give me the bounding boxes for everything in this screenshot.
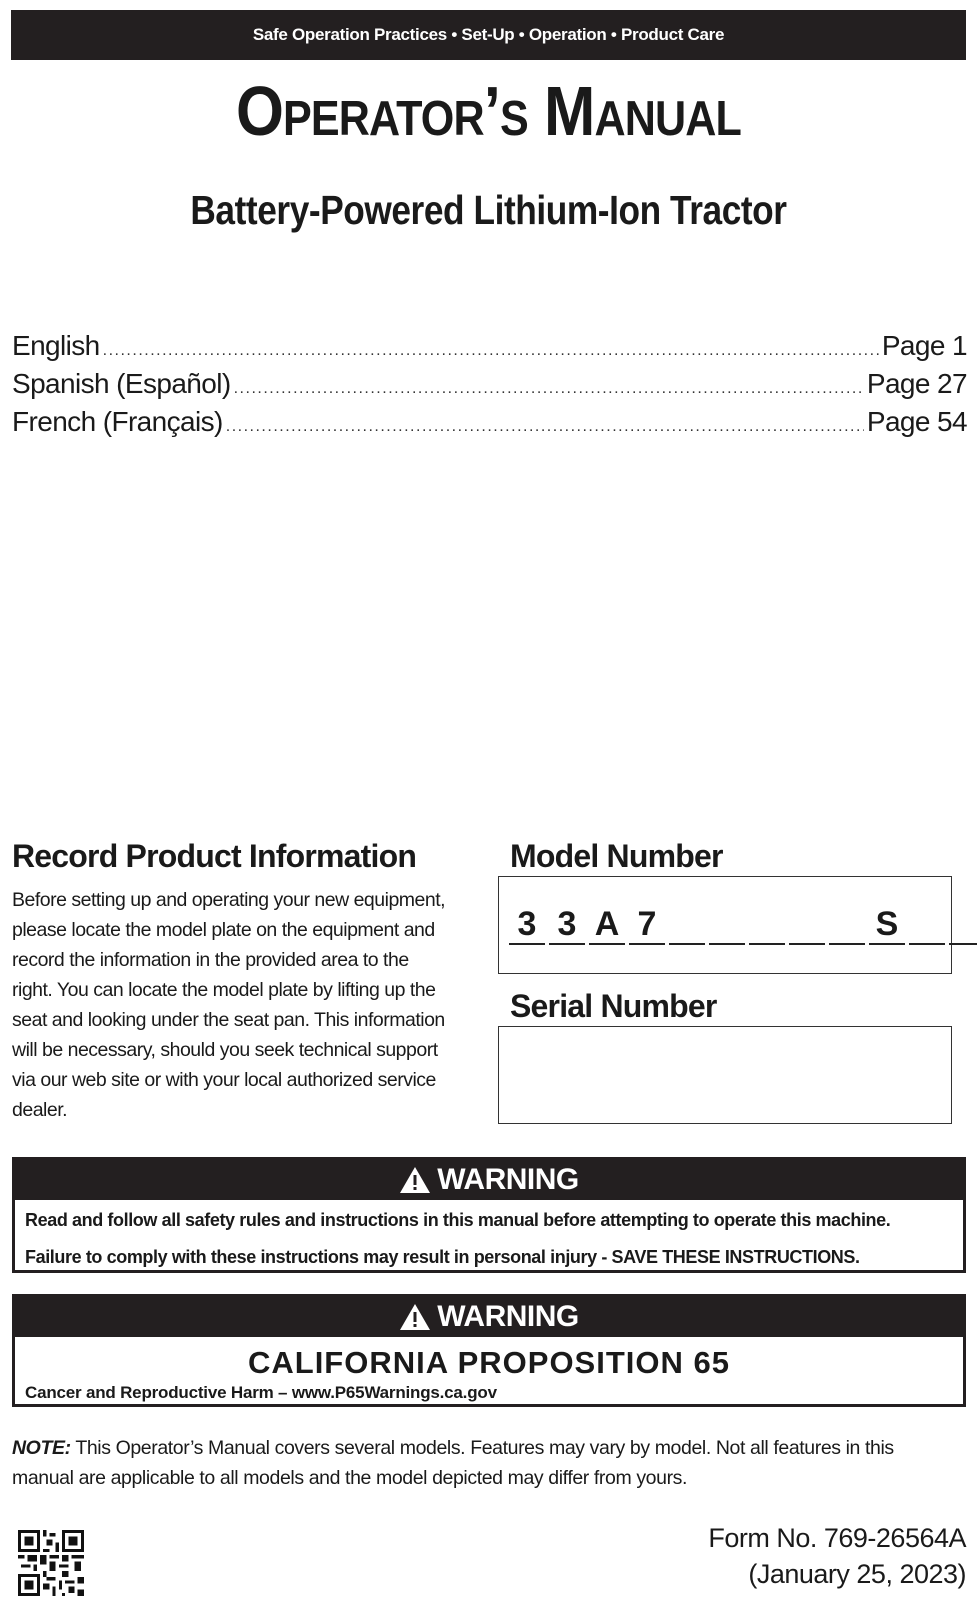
toc-row-english[interactable] xyxy=(12,330,967,368)
page-subtitle: Battery-Powered Lithium-Ion Tractor xyxy=(190,187,787,233)
serial-number-heading: Serial Number xyxy=(510,988,717,1024)
model-slot: A xyxy=(589,905,625,945)
note-text: This Operator’s Manual covers several models. Features may vary by model. Not all features in this manual are applicable to all models and the model depicted may differ from yours. xyxy=(12,1437,894,1489)
toc-row-spanish[interactable] xyxy=(12,368,967,406)
form-info xyxy=(708,1520,966,1592)
model-slot: S xyxy=(869,905,905,945)
note-paragraph xyxy=(12,1433,942,1493)
model-slot xyxy=(949,905,977,945)
safety-warning-box xyxy=(12,1157,966,1273)
warning-header xyxy=(15,1297,963,1337)
model-slot xyxy=(909,905,945,945)
model-slot: 3 xyxy=(549,905,585,945)
toc-page: Page 1 xyxy=(881,330,967,361)
model-number-heading: Model Number xyxy=(510,838,723,874)
warning-triangle-icon xyxy=(399,1303,431,1331)
model-number-box[interactable] xyxy=(498,876,952,974)
toc-leader xyxy=(234,380,864,398)
toc-leader xyxy=(103,342,879,360)
warning-line-2: Failure to comply with these instructions may result in personal injury - SAVE THESE INSTRUCTIONS. xyxy=(25,1247,860,1267)
model-number-slots xyxy=(509,905,977,945)
prop65-link-line[interactable]: Cancer and Reproductive Harm – www.P65Warnings.ca.gov xyxy=(25,1383,497,1402)
warning-triangle-icon xyxy=(399,1166,431,1194)
model-slot xyxy=(829,905,865,945)
toc-row-french[interactable] xyxy=(12,406,967,444)
model-slot: 3 xyxy=(509,905,545,945)
note-label: NOTE: xyxy=(12,1437,71,1459)
warning-line-1: Read and follow all safety rules and instructions in this manual before attempting to operate this machine. xyxy=(25,1210,891,1230)
top-banner xyxy=(11,10,966,60)
model-slot xyxy=(669,905,705,945)
page-title: Operator’s Manual xyxy=(235,72,742,150)
prop65-title: CALIFORNIA PROPOSITION 65 xyxy=(247,1345,730,1380)
language-toc xyxy=(12,330,967,444)
record-info-body: Before setting up and operating your new equipment, please locate the model plate on the equipment and record the information in the provided area to the right. You can locate the model plate by lifting up the seat and looking under the seat pan. This information will be necessary, should you seek technical support via our web site or with your local authorized service dealer. xyxy=(12,889,446,1121)
record-info-heading: Record Product Information xyxy=(12,838,417,874)
form-date: (January 25, 2023) xyxy=(748,1559,966,1589)
model-slot xyxy=(789,905,825,945)
toc-page: Page 54 xyxy=(866,406,967,437)
banner-text: Safe Operation Practices • Set-Up • Operation • Product Care xyxy=(252,25,725,44)
model-slot: 7 xyxy=(629,905,665,945)
serial-number-box[interactable] xyxy=(498,1026,952,1124)
toc-page: Page 27 xyxy=(866,368,967,399)
prop65-warning-box xyxy=(12,1294,966,1407)
toc-lang: Spanish (Español) xyxy=(12,368,231,399)
form-number: Form No. 769-26564A xyxy=(708,1523,966,1553)
warning-header xyxy=(15,1160,963,1200)
qr-code-icon[interactable] xyxy=(18,1530,84,1596)
toc-lang: English xyxy=(12,330,100,361)
model-slot xyxy=(749,905,785,945)
toc-leader xyxy=(226,418,864,436)
warning-label: WARNING xyxy=(437,1163,579,1196)
model-slot xyxy=(709,905,745,945)
warning-label: WARNING xyxy=(437,1300,579,1333)
toc-lang: French (Français) xyxy=(12,406,223,437)
